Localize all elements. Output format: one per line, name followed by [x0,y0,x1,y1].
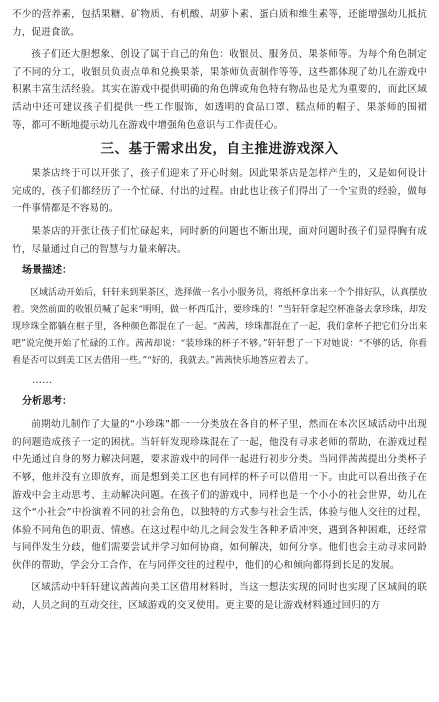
ellipsis: …… [32,375,52,387]
analysis-title: 分析思考： [22,396,72,408]
scene-description: 区域活动开始后，轩轩来到果茶区，选择做一名小小服务员，将纸杯拿出来一个个排好队，认真摆放着。突然前面的收银员喊了起来“明明，做一杯西瓜汁，要珍珠的！”当轩轩拿起空杯准备去拿珍珠，却发现珍珠全都躺在框子里，各种颜色都混在了一起。“茜茜，珍珠都混在了一起，我们拿杯子把它们分出来吧”说完便开始了忙碌的工作。茜茜却说：“装珍珠的杯子不够。”轩轩想了一下对她说：“不够的话，你看看是否可以到美工区去借用一些。”“好的，我就去。”茜茜快乐地答应着去了。 [12,288,427,367]
paragraph-2: 孩子们还大胆想象、创设了属于自己的角色：收银员、服务员、果茶师等。为每个角色制定了不同的分工，收银员负责点单和兑换果茶，果茶师负责制作等等，这些都体现了幼儿在游戏中积累丰富生活经验。其实在游戏中提供明确的角色牌或角色特有物品也是尤为重要的，而此区域活动中还可建议孩子们提供一些工作服饰，如透明的食品口罩、糕点师的帽子、果茶师的围裙等，都可不断地提示幼儿在游戏中增强角色意识与工作责任心。 [12,49,427,131]
paragraph-5: 前期幼儿制作了大量的“小珍珠”都一一分类放在各自的杯子里，然而在本次区域活动中出现的问题造成孩子一定的困扰。当轩轩发现珍珠混在了一起，他没有寻求老师的帮助，在游戏过程中先通过自身的努力解决问题，要求游戏中的同伴一起进行初步分类。当同伴茜茜提出分类杯子不够，他并没有立即放弃，而是想到美工区也有同样的杯子可以借用一下。由此可以看出孩子在游戏中会主动思考、主动解决问题。在孩子们的游戏中，同样也是一个小小的社会世界，幼儿在这个“小社会”中扮演着不同的社会角色，以独特的方式参与社会生活，体验与他人交往的过程，体验不同角色的职责、情感。在这过程中幼儿之间会发生各种矛盾冲突，遇到各种困难，还经常与同伴发生分歧，他们需要尝试并学习如何协商，如何解决，如何分享。他们也会主动寻求同龄伙伴的帮助，学会分工合作，在与同伴交往的过程中，他们的心和倾向都得到长足的发展。 [12,419,427,571]
section-heading: 三、基于需求出发，自主推进游戏深入 [100,141,339,158]
paragraph-6: 区域活动中轩轩建议茜茜向美工区借用材料时，当这一想法实现的同时也实现了区域间的联动，人员之间的互动交往，区域游戏的交叉使用。更主要的是让游戏材料通过回归的方 [12,582,427,612]
scene-title: 场景描述： [22,265,72,277]
paragraph-1: 不少的营养素，包括果糖、矿物质、有机酸、胡萝卜素、蛋白质和维生素等，还能增强幼儿抵抗力，促进食欲。 [12,9,427,38]
paragraph-4: 果茶店的开张让孩子们忙碌起来，同时新的问题也不断出现，面对问题时孩子们显得胸有成竹，尽量通过自己的智慧与力量来解决。 [12,225,427,255]
paragraph-3: 果茶店终于可以开张了，孩子们迎来了开心时刻。因此果茶店是怎样产生的，又是如何设计完成的，孩子们都经历了一个忙碌、付出的过程。由此也让孩子们得出了一个宝贵的经验，做每一件事情都是不容易的。 [12,168,427,215]
